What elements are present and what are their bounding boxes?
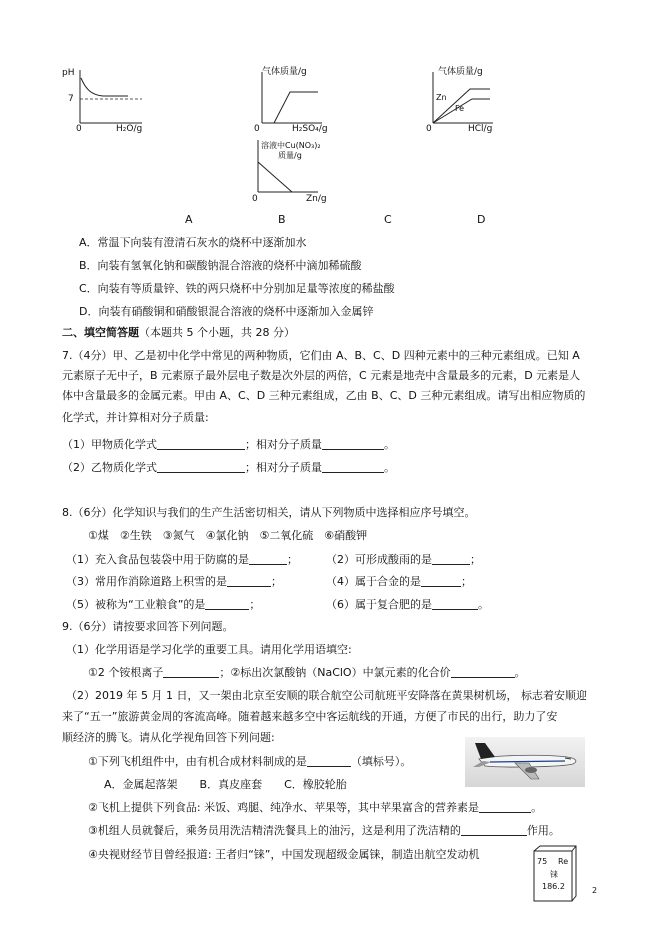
q8-blank-5[interactable] [205,597,249,610]
q7-line3: 体中含量最多的金属元素。甲由 A、C、D 三种元素组成，乙由 B、C、D 三种元素组成。请写出相应物质的 [62,389,586,402]
graph-letter-c: C [384,213,392,226]
q8-item-6 [326,597,489,612]
element-name: 铼 [550,870,558,879]
graph-c-origin: 0 [426,124,432,134]
q7-mass-blank-2[interactable] [322,460,384,473]
q9-blank-effect[interactable] [461,823,527,836]
graph-d-ylabel-2: 质量/g [278,151,302,160]
option-a: A．常温下向装有澄清石灰水的烧杯中逐渐加水 [79,236,307,249]
q8-item-2-semi: ； [470,553,481,566]
graph-d-origin: 0 [252,194,258,204]
section-title-main: 二、填空简答题 [62,326,139,339]
q7-formula-blank-1[interactable] [157,437,245,450]
q9-p1c-end: 。 [514,666,526,679]
q8-item-1 [66,552,298,567]
q7-sub2-label: （2）乙物质化学式 [62,461,157,474]
element-mass: 186.2 [542,882,565,891]
q8-blank-4[interactable] [421,574,461,587]
q9-s1-label: ①下列飞机组件中，由有机合成材料制成的是 [88,755,307,768]
q7-sub2-mass-label: ；相对分子质量 [245,461,322,474]
q8-item-5-semi: ； [249,598,261,611]
q9-s3-label: ③机组人员就餐后，乘务员用洗洁精清洗餐具上的油污，这是利用了洗洁精的 [88,824,461,837]
q9-blank-material[interactable] [307,754,351,767]
graph-a-xlabel: H₂O/g [116,124,143,134]
graph-a-ytick: 7 [68,94,74,104]
q8-item-6-label: （6）属于复合肥的是 [326,598,432,611]
q8-item-5-label: （5）被称为“工业粮食”的是 [66,598,206,611]
q7-sub1-label: （1）甲物质化学式 [62,438,157,451]
q7-sub1-end: 。 [384,438,395,451]
q8-item-4 [326,574,472,589]
q9-blank-ion[interactable] [163,665,219,678]
graph-c-xlabel: HCl/g [468,124,493,134]
q8-item-1-label: （1）充入食品包装袋中用于防腐的是 [66,553,249,566]
q7-line4: 化学式，并计算相对分子质量: [62,411,209,424]
element-number: 75 [537,857,548,866]
q8-item-2 [326,552,481,567]
q8-item-4-label: （4）属于合金的是 [326,575,421,588]
q8-line1: 8.（6分）化学知识与我们的生产生活密切相关，请从下列物质中选择相应序号填空。 [62,506,476,519]
q9-p1b-label: ；②标出次氯酸钠（NaClO）中氯元素的化合价 [219,666,451,679]
q9-line1: 9.（6分）请按要求回答下列问题。 [62,620,234,633]
q7-sub1-mass-label: ；相对分子质量 [245,438,322,451]
page-number: 2 [592,886,598,895]
q8-blank-1[interactable] [249,552,287,565]
q9-part1: （1）化学用语是学习化学的重要工具。请用化学用语填空: [66,643,352,656]
graph-a-origin: 0 [76,124,82,134]
q8-item-6-end: 。 [478,598,489,611]
q8-blank-6[interactable] [432,597,478,610]
q9-blank-valence[interactable] [451,665,515,678]
q7-mass-blank-1[interactable] [322,437,384,450]
q8-blank-2[interactable] [432,552,470,565]
graph-letter-d: D [477,213,486,226]
q7-sub2 [62,460,395,475]
option-b: B．向装有氢氧化钠和碳酸钠混合溶液的烧杯中滴加稀硫酸 [79,259,362,272]
graph-a-ylabel: pH [62,68,75,78]
graph-b-origin: 0 [254,124,260,134]
q9-s1-end: （填标号）。 [350,755,412,768]
option-c: C．向装有等质量锌、铁的两只烧杯中分别加足量等浓度的稀盐酸 [79,282,395,295]
q8-item-3-semi: ； [271,575,282,588]
q8-choices: ①煤 ②生铁 ③氮气 ④氯化钠 ⑤二氧化硫 ⑥硝酸钾 [88,529,368,542]
q9-part1-items [88,665,526,680]
option-d: D．向装有硝酸铜和硝酸银混合溶液的烧杯中逐渐加入金属锌 [79,305,374,318]
section-title-note: （本题共 5 个小题，共 28 分） [139,326,295,339]
graph-b-ylabel: 气体质量/g [262,67,307,77]
q9-s2-end: 。 [531,801,543,814]
graph-letter-b: B [278,213,286,226]
q9-blank-nutrient[interactable] [479,800,531,813]
q9-p1a-label: ①2 个铵根离子 [88,666,164,679]
q8-item-3-label: （3）常用作消除道路上积雪的是 [66,575,227,588]
q9-s2-label: ②飞机上提供下列食品: 米饭、鸡腿、纯净水、苹果等，其中苹果富含的营养素是 [88,801,480,814]
q8-item-3 [66,574,282,589]
airplane-image [465,737,585,787]
q7-sub1 [62,437,395,452]
graph-d-xlabel: Zn/g [306,194,327,204]
section-title [62,325,295,340]
q9-s3 [88,823,560,838]
q7-line1: 7.（4分）甲、乙是初中化学中常见的两种物质，它们由 A、B、C、D 四种元素中的三种元素组成。已知 A [62,349,580,362]
q8-blank-3[interactable] [227,574,271,587]
q8-item-4-semi: ； [461,575,472,588]
q9-s4: ④央视财经节目曾经报道: 王者归“铼”，中国发现超级金属铼，制造出航空发动机 [88,848,480,861]
q9-s1 [88,754,411,769]
graph-c-ylabel: 气体质量/g [438,67,483,77]
q9-s2 [88,800,542,815]
q7-formula-blank-2[interactable] [157,460,245,473]
graph-b-xlabel: H₂SO₄/g [292,124,328,134]
q7-line2: 元素原子无中子，B 元素原子最外层电子数是次外层的两倍，C 元素是地壳中含量最多的元素，D 元素是人 [62,369,581,382]
q9-part2-line2: 来了“五一”旅游黄金周的客流高峰。随着越来越多空中客运航线的开通，方便了市民的出行，助力了安 [62,710,558,723]
q7-sub2-end: 。 [384,461,395,474]
graph-letter-a: A [185,213,193,226]
q9-part2-line3: 顺经济的腾飞。请从化学视角回答下列问题: [62,731,275,744]
graph-d-ylabel-1: 溶液中Cu(NO₃)₂ [261,141,321,150]
q8-item-2-label: （2）可形成酸雨的是 [326,553,432,566]
q9-s1-options: A．金属起落架 B．真皮座套 C．橡胶轮胎 [104,778,347,791]
q8-item-5 [66,597,260,612]
q8-item-1-semi: ； [287,553,298,566]
element-symbol: Re [558,857,569,866]
graph-c-series-fe: Fe [455,104,465,113]
q9-s3-end: 作用。 [526,824,560,837]
graph-c-series-zn: Zn [436,93,447,102]
q9-part2-line1: （2）2019 年 5 月 1 日，又一架由北京至安顺的联合航空公司航班平安降落在黄果树机场， 标志着安顺迎 [66,689,587,702]
